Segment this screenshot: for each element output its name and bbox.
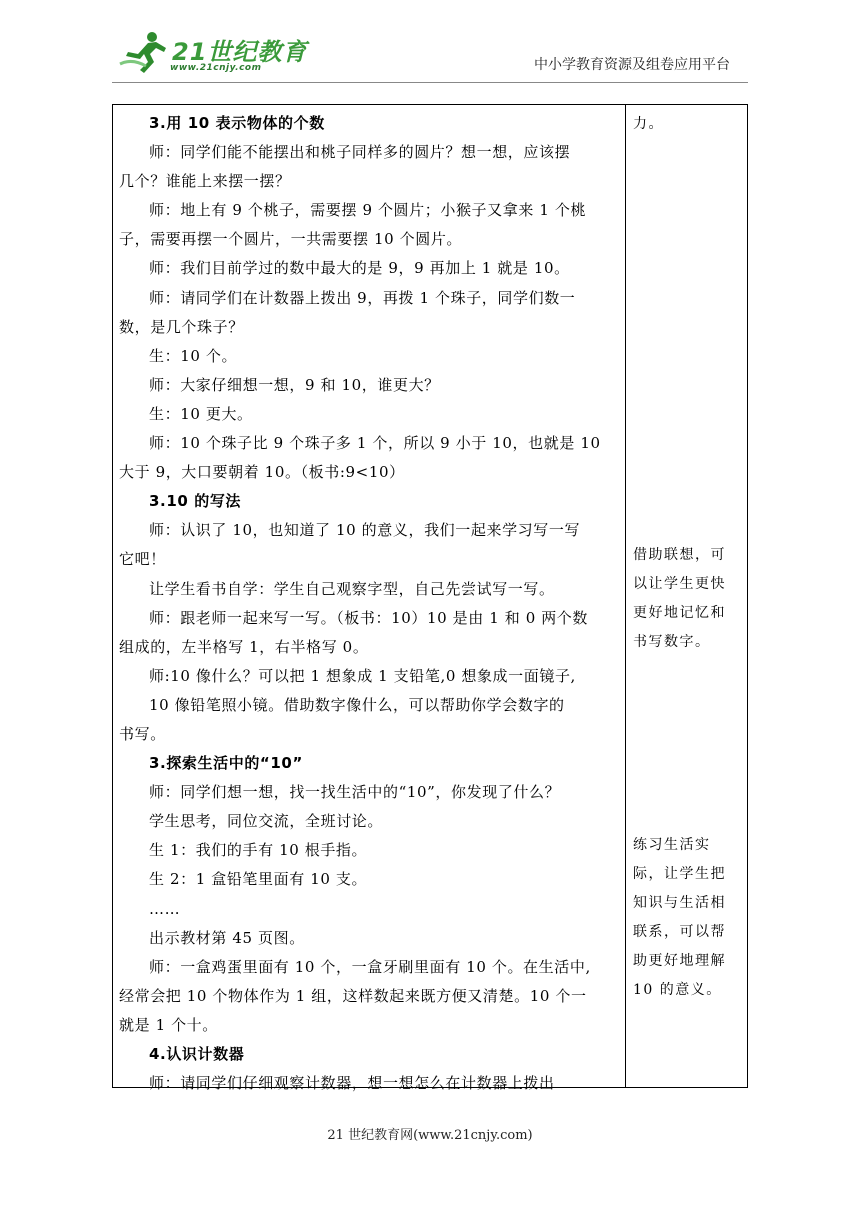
side-note-2 — [631, 831, 726, 1006]
text-line: …… — [149, 899, 181, 918]
side-note-line: 知识与生活相 — [633, 895, 726, 912]
lesson-table — [112, 104, 748, 1093]
text-line: 师：我们目前学过的数中最大的是 9，9 再加上 1 就是 10。 — [149, 259, 570, 278]
platform-name: 中小学教育资源及组卷应用平台 — [534, 57, 730, 73]
text-line: 师：认识了 10，也知道了 10 的意义，我们一起来学习写一写 — [149, 521, 581, 540]
text-line: 师：地上有 9 个桃子，需要摆 9 个圆片；小猴子又拿来 1 个桃 — [149, 201, 587, 220]
header-divider — [112, 82, 748, 83]
text-line: 经常会把 10 个物体作为 1 组，这样数起来既方便又清楚。10 个一 — [119, 986, 587, 1005]
text-line: 师：同学们能不能摆出和桃子同样多的圆片？想一想，应该摆 — [149, 143, 571, 162]
side-note-line: 书写数字。 — [633, 634, 711, 651]
text-line: 出示教材第 45 页图。 — [149, 928, 305, 947]
side-note-line: 以让学生更快 — [633, 576, 726, 593]
text-line: 师：大家仔细想一想，9 和 10，谁更大？ — [149, 375, 440, 394]
side-note-line: 更好地记忆和 — [633, 605, 726, 622]
side-note-line: 助更好地理解 — [633, 953, 726, 970]
text-line: 师:10 像什么？可以把 1 想象成 1 支铅笔,0 想象成一面镜子, — [149, 666, 576, 685]
logo-text: 21世纪教育 — [172, 38, 308, 66]
teaching-process-column — [119, 109, 619, 1098]
side-note-line: 联系，可以帮 — [633, 924, 726, 941]
text-line: 师：跟老师一起来写一写。（板书：10）10 是由 1 和 0 两个数 — [149, 608, 589, 627]
section-heading: 3.用 10 表示物体的个数 — [149, 114, 325, 132]
side-note-line: 力。 — [633, 116, 664, 132]
text-line: 师：10 个珠子比 9 个珠子多 1 个，所以 9 小于 10，也就是 10 — [149, 434, 601, 453]
text-line: 组成的，左半格写 1，右半格写 0。 — [119, 637, 369, 656]
side-note-line: 练习生活实 — [633, 837, 711, 853]
text-line: 数，是几个珠子？ — [119, 317, 244, 336]
side-note-1 — [631, 541, 726, 657]
text-line: 师：请同学们仔细观察计数器，想一想怎么在计数器上拨出 — [149, 1074, 555, 1093]
text-line: 师：同学们想一想，找一找生活中的“10”，你发现了什么？ — [149, 783, 561, 802]
text-line: 书写。 — [119, 724, 166, 743]
logo — [118, 30, 308, 78]
text-line: 它吧！ — [119, 550, 166, 569]
text-line: 生：10 更大。 — [149, 404, 253, 423]
logo-url: www.21cnjy.com — [170, 63, 262, 73]
text-line: 生 1：我们的手有 10 根手指。 — [149, 841, 368, 860]
text-line: 让学生看书自学：学生自己观察字型，自己先尝试写一写。 — [149, 579, 555, 598]
side-note-0 — [631, 110, 664, 139]
text-line: 子，需要再摆一个圆片，一共需要摆 10 个圆片。 — [119, 230, 463, 249]
section-heading: 4.认识计数器 — [149, 1045, 245, 1063]
runner-logo-icon — [118, 30, 170, 74]
text-line: 师：请同学们在计数器上拨出 9，再拨 1 个珠子，同学们数一 — [149, 288, 576, 307]
page-header — [0, 0, 860, 92]
text-line: 师：一盒鸡蛋里面有 10 个，一盒牙刷里面有 10 个。在生活中, — [149, 957, 591, 976]
side-note-line: 际，让学生把 — [633, 866, 726, 883]
text-line: 生 2：1 盒铅笔里面有 10 支。 — [149, 870, 368, 889]
text-line: 大于 9，大口要朝着 10。（板书:9<10） — [119, 463, 405, 482]
side-note-line: 10 的意义。 — [633, 982, 722, 999]
text-line: 几个？谁能上来摆一摆？ — [119, 172, 291, 191]
section-heading: 3.10 的写法 — [149, 492, 242, 511]
text-line: 生：10 个。 — [149, 346, 238, 365]
text-line: 就是 1 个十。 — [119, 1015, 218, 1034]
section-heading: 3.探索生活中的“10” — [149, 754, 303, 773]
text-line: 10 像铅笔照小镜。借助数字像什么，可以帮助你学会数字的 — [149, 695, 565, 714]
page-footer: 21 世纪教育网(www.21cnjy.com) — [327, 1128, 533, 1143]
side-note-line: 借助联想，可 — [633, 547, 726, 563]
text-line: 学生思考，同位交流，全班讨论。 — [149, 812, 384, 831]
column-divider — [625, 105, 626, 1087]
